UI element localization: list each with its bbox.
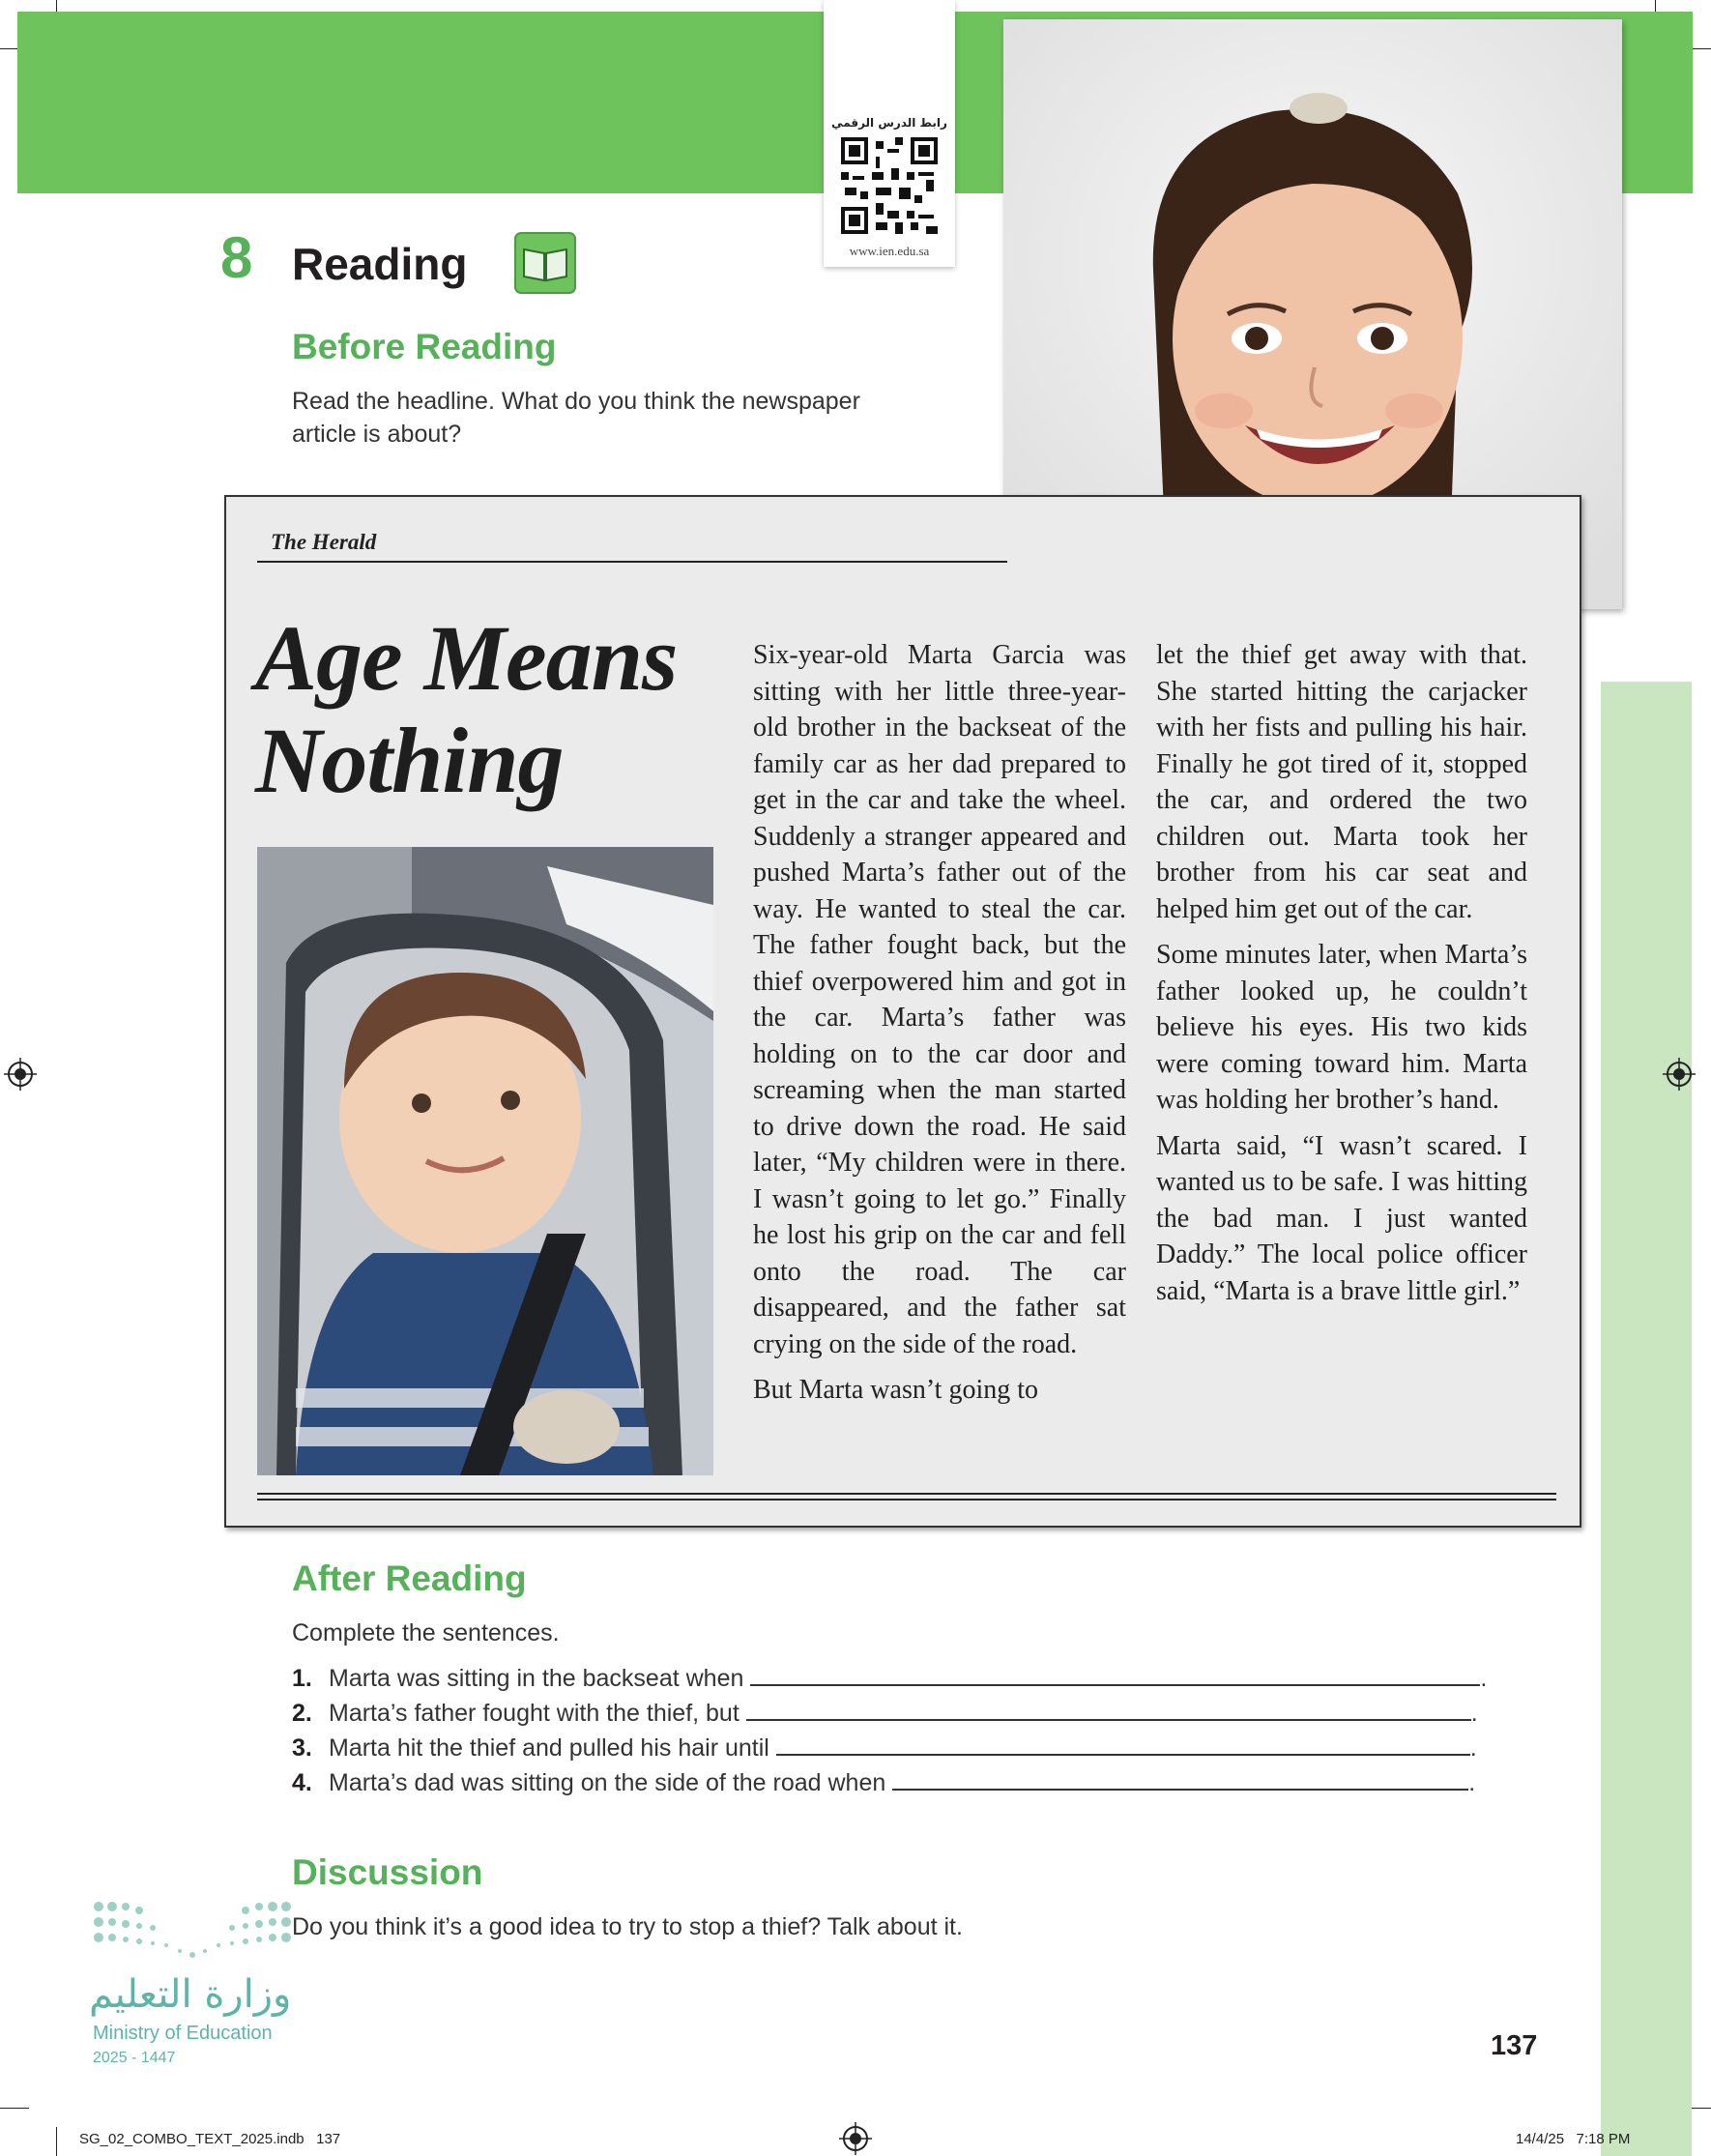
- after-reading-heading: After Reading: [292, 1559, 527, 1598]
- boy-illustration: [257, 847, 713, 1475]
- crop-mark: [0, 2108, 29, 2109]
- headline-line1: Age Means: [255, 606, 678, 710]
- registration-mark-icon: [4, 1058, 37, 1091]
- question-number: 1.: [292, 1665, 312, 1692]
- question-text: Marta hit the thief and pulled his hair until: [329, 1734, 769, 1762]
- article-paragraph: Some minutes later, when Marta’s father looked up, he couldn’t believe his eyes. His two kids were coming toward him. Marta was holding her brother’s hand.: [1156, 940, 1527, 1115]
- footer-date: 14/4/25 7:18 PM: [1516, 2131, 1631, 2147]
- question-text: Marta’s dad was sitting on the side of the road when: [329, 1769, 886, 1796]
- article-column-2: [1156, 637, 1527, 1319]
- side-green-column: [1601, 682, 1692, 2156]
- crop-mark: [56, 2127, 57, 2156]
- after-reading-instruction: Complete the sentences.: [292, 1619, 560, 1646]
- answer-blank[interactable]: [746, 1698, 1471, 1721]
- article-bottom-rule: [257, 1493, 1556, 1495]
- ministry-name-english: Ministry of Education: [93, 2023, 273, 2044]
- book-icon: [514, 232, 576, 294]
- boy-in-car-seat-photo: [257, 847, 713, 1475]
- question-number: 4.: [292, 1769, 312, 1796]
- footer-file-info: SG_02_COMBO_TEXT_2025.indb 137: [79, 2131, 341, 2147]
- question-text: Marta’s father fought with the thief, but: [329, 1700, 740, 1727]
- section-number: 8: [220, 225, 253, 290]
- answer-blank[interactable]: [750, 1663, 1480, 1686]
- ministry-year: 2025 - 1447: [93, 2050, 176, 2066]
- question-item: 2. Marta’s father fought with the thief, but .: [292, 1700, 1478, 1727]
- question-text: Marta was sitting in the backseat when: [329, 1665, 744, 1692]
- question-item: 4. Marta’s dad was sitting on the side of the road when .: [292, 1769, 1476, 1796]
- article-headline: [255, 607, 729, 812]
- answer-blank[interactable]: [776, 1733, 1470, 1756]
- before-reading-instruction: Read the headline. What do you think the newspaper article is about?: [292, 388, 860, 448]
- ministry-name-arabic: وزارة التعليم: [89, 1972, 292, 2017]
- headline-line2: Nothing: [255, 709, 564, 812]
- discussion-prompt: Do you think it’s a good idea to try to stop a thief? Talk about it.: [292, 1913, 963, 1940]
- question-number: 3.: [292, 1734, 312, 1762]
- herald-rule: [257, 561, 1007, 563]
- article-bottom-rule: [257, 1499, 1556, 1500]
- page-number: 137: [1491, 2030, 1538, 2061]
- registration-mark-icon: [839, 2122, 872, 2155]
- qr-code-icon[interactable]: [841, 137, 938, 234]
- article-paragraph: Marta said, “I wasn’t scared. I wanted us to be safe. I was hitting the bad man. I just wanted Daddy.” The local police officer said, “Marta is a brave little girl.”: [1156, 1130, 1527, 1306]
- qr-caption: رابط الدرس الرقمي: [831, 116, 947, 130]
- qr-url[interactable]: www.ien.edu.sa: [849, 244, 930, 258]
- article-column-1: [753, 637, 1126, 1418]
- registration-mark-icon: [1663, 1058, 1696, 1091]
- discussion-heading: Discussion: [292, 1852, 483, 1892]
- before-reading-heading: Before Reading: [292, 327, 557, 366]
- qr-tab[interactable]: [824, 0, 955, 267]
- answer-blank[interactable]: [892, 1767, 1468, 1791]
- article-paragraph: let the thief get away with that. She started hitting the carjacker with her fists and pulling his hair. Finally he got tired of it, stopped the car, and ordered the two children out. Marta took her brother from his car seat and helped him get out of the car.: [1156, 640, 1527, 924]
- section-title: Reading: [292, 239, 468, 289]
- question-number: 2.: [292, 1700, 312, 1727]
- newspaper-name: The Herald: [271, 530, 377, 554]
- question-item: 3. Marta hit the thief and pulled his hair until .: [292, 1734, 1477, 1762]
- article-paragraph: Six-year-old Marta Garcia was sitting with her little three-year-old brother in the backseat of the family car as her dad prepared to get in the car and take the wheel. Suddenly a stranger appeared and pushed Marta’s father out of the way. He wanted to steal the car. The father fought back, but the thief overpowered him and got in the car. Marta’s father was holding on to the car door and screaming when the man started to drive down the road. He said later, “My children were in there. I wasn’t going to let go.” Finally he lost his grip on the car and fell onto the road. The car disappeared, and the father sat crying on the side of the road.: [753, 640, 1126, 1359]
- question-item: 1. Marta was sitting in the backseat when .: [292, 1665, 1488, 1692]
- ministry-logo-dots-icon: [93, 1899, 292, 1961]
- article-paragraph: But Marta wasn’t going to: [753, 1375, 1039, 1405]
